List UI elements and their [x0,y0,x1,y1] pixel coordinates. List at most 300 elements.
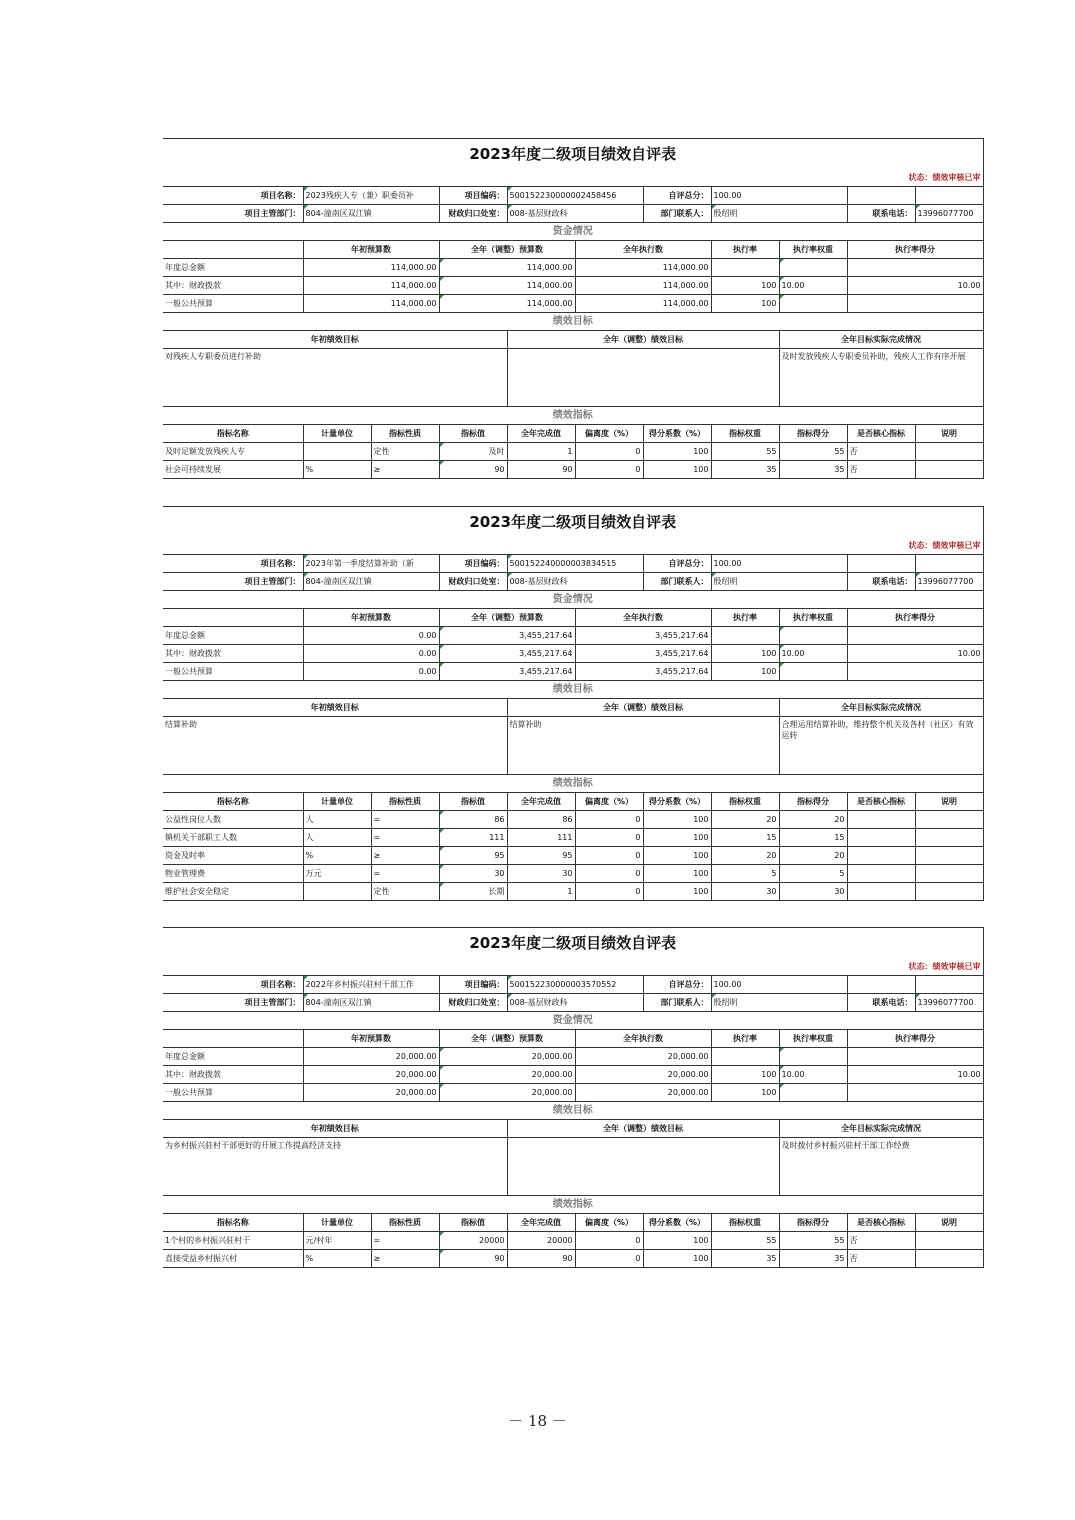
contact-value: 殷绍明 [711,994,847,1012]
finance-office-value: 008-基层财政科 [507,573,643,591]
indicator-note [915,829,983,847]
indicator-score: 15 [779,829,847,847]
funds-row-label: 年度总金额 [163,627,303,645]
dept-label: 项目主管部门： [163,573,303,591]
evaluation-table [163,138,984,479]
indicator-column-header: 得分系数（%） [643,793,711,811]
indicator-actual: 20000 [507,1232,575,1250]
indicator-name: 直接受益乡村振兴村 [163,1250,303,1268]
execution-rate-value: 100 [711,295,779,313]
self-score-value: 100.00 [711,187,847,205]
funds-row-label: 一般公共预算 [163,1084,303,1102]
goal-initial-header: 年初绩效目标 [163,331,507,349]
indicator-column-header: 说明 [915,425,983,443]
indicator-unit: 人 [303,829,371,847]
indicator-column-header: 计量单位 [303,425,371,443]
indicator-column-header: 指标权重 [711,425,779,443]
execution-value: 3,455,217.64 [575,663,711,681]
evaluation-table [163,927,984,1268]
goal-initial-text: 结算补助 [163,717,507,775]
evaluation-sheet [163,138,981,479]
execution-rate-value: 100 [711,1066,779,1084]
rate-score-value [847,259,983,277]
col-initial-budget: 年初预算数 [303,1030,439,1048]
funds-row-label: 一般公共预算 [163,295,303,313]
funds-section-heading: 资金情况 [163,1012,983,1030]
funds-row-label: 其中：财政拨款 [163,277,303,295]
funds-row-label: 其中：财政拨款 [163,1066,303,1084]
indicator-column-header: 说明 [915,1214,983,1232]
indicator-column-header: 全年完成值 [507,1214,575,1232]
indicator-name: 镇机关干部职工人数 [163,829,303,847]
indicator-nature: = [371,1232,439,1250]
indicator-note [915,443,983,461]
indicator-deviation: 0 [575,829,643,847]
adjusted-budget-value: 20,000.00 [439,1066,575,1084]
indicator-score: 35 [779,1250,847,1268]
indicator-column-header: 是否核心指标 [847,1214,915,1232]
indicator-note [915,865,983,883]
execution-value: 114,000.00 [575,277,711,295]
indicator-coefficient: 100 [643,811,711,829]
blank-cell [163,1030,303,1048]
indicator-unit [303,883,371,901]
adjusted-budget-value: 3,455,217.64 [439,627,575,645]
indicator-weight: 55 [711,1232,779,1250]
goal-adjusted-header: 全年（调整）绩效目标 [507,699,779,717]
indicator-nature: ≥ [371,461,439,479]
indicator-core-flag: 否 [847,1232,915,1250]
indicator-actual: 86 [507,811,575,829]
indicator-core-flag [847,883,915,901]
contact-label: 部门联系人： [643,994,711,1012]
indicator-nature: ≥ [371,1250,439,1268]
goal-actual-text: 及时发放残疾人专职委员补助，残疾人工作有序开展 [779,349,983,407]
initial-budget-value: 20,000.00 [303,1066,439,1084]
col-initial-budget: 年初预算数 [303,609,439,627]
indicator-core-flag [847,829,915,847]
indicator-coefficient: 100 [643,1250,711,1268]
adjusted-budget-value: 20,000.00 [439,1048,575,1066]
goal-adjusted-text: 结算补助 [507,717,779,775]
indicator-coefficient: 100 [643,461,711,479]
goal-actual-header: 全年目标实际完成情况 [779,699,983,717]
phone-label: 联系电话： [847,994,915,1012]
self-score-label: 自评总分： [643,555,711,573]
indicator-column-header: 指标得分 [779,793,847,811]
indicator-column-header: 得分系数（%） [643,425,711,443]
indicator-actual: 90 [507,461,575,479]
indicator-weight: 55 [711,443,779,461]
rate-weight-value: 10.00 [779,1066,847,1084]
execution-rate-value: 100 [711,1084,779,1102]
indicator-column-header: 全年完成值 [507,425,575,443]
page-number: － 18 － [508,1412,567,1430]
indicator-core-flag: 否 [847,443,915,461]
funds-row-label: 一般公共预算 [163,663,303,681]
adjusted-budget-value: 114,000.00 [439,277,575,295]
project-name-value: 2023残疾人专（兼）职委员补 [303,187,439,205]
indicator-deviation: 0 [575,1232,643,1250]
indicator-score: 20 [779,847,847,865]
indicator-actual: 111 [507,829,575,847]
indicator-note [915,1250,983,1268]
indicator-target: 86 [439,811,507,829]
dept-value: 804-潼南区双江镇 [303,573,439,591]
indicator-actual: 1 [507,883,575,901]
project-name-value: 2023年第一季度结算补助（新 [303,555,439,573]
indicator-column-header: 偏离度（%） [575,793,643,811]
col-execution: 全年执行数 [575,1030,711,1048]
indicator-target: 90 [439,1250,507,1268]
phone-value: 13996077700 [915,573,983,591]
indicator-column-header: 指标名称 [163,793,303,811]
evaluation-sheet [163,506,981,901]
indicator-score: 55 [779,443,847,461]
finance-office-value: 008-基层财政科 [507,205,643,223]
indicator-weight: 20 [711,847,779,865]
goal-actual-header: 全年目标实际完成情况 [779,1120,983,1138]
indicator-coefficient: 100 [643,865,711,883]
indicator-column-header: 指标性质 [371,793,439,811]
col-execution: 全年执行数 [575,241,711,259]
col-rate-weight: 执行率权重 [779,1030,847,1048]
initial-budget-value: 114,000.00 [303,277,439,295]
funds-row-label: 年度总金额 [163,1048,303,1066]
col-execution-rate: 执行率 [711,609,779,627]
indicator-target: 20000 [439,1232,507,1250]
col-initial-budget: 年初预算数 [303,241,439,259]
indicator-target: 长期 [439,883,507,901]
project-name-label: 项目名称： [163,976,303,994]
indicator-name: 物业管理费 [163,865,303,883]
indicator-coefficient: 100 [643,883,711,901]
adjusted-budget-value: 20,000.00 [439,1084,575,1102]
indicator-weight: 30 [711,883,779,901]
status-badge: 状态：绩效审核已审 [163,537,983,555]
execution-rate-value: 100 [711,645,779,663]
execution-value: 20,000.00 [575,1066,711,1084]
indicator-name: 资金及时率 [163,847,303,865]
indicator-deviation: 0 [575,461,643,479]
indicator-score: 30 [779,883,847,901]
adjusted-budget-value: 114,000.00 [439,259,575,277]
indicator-target: 30 [439,865,507,883]
indicator-coefficient: 100 [643,829,711,847]
goal-adjusted-header: 全年（调整）绩效目标 [507,331,779,349]
indicator-name: 1个村的乡村振兴驻村干 [163,1232,303,1250]
col-adjusted-budget: 全年（调整）预算数 [439,1030,575,1048]
indicator-nature: = [371,829,439,847]
goal-initial-text: 为乡村振兴驻村干部更好的开展工作提高经济支持 [163,1138,507,1196]
phone-label: 联系电话： [847,573,915,591]
indicator-score: 5 [779,865,847,883]
blank-cell [847,555,915,573]
funds-row-label: 年度总金额 [163,259,303,277]
execution-rate-value [711,1048,779,1066]
execution-value: 114,000.00 [575,259,711,277]
phone-value: 13996077700 [915,205,983,223]
execution-value: 114,000.00 [575,295,711,313]
rate-score-value: 10.00 [847,1066,983,1084]
funds-row-label: 其中：财政拨款 [163,645,303,663]
indicator-note [915,811,983,829]
col-rate-score: 执行率得分 [847,241,983,259]
rate-score-value [847,663,983,681]
indicator-column-header: 指标值 [439,1214,507,1232]
goal-initial-header: 年初绩效目标 [163,1120,507,1138]
project-code-value: 500152240000003834515 [507,555,643,573]
initial-budget-value: 20,000.00 [303,1084,439,1102]
project-code-label: 项目编码： [439,555,507,573]
indicators-section-heading: 绩效指标 [163,407,983,425]
project-code-label: 项目编码： [439,187,507,205]
indicator-column-header: 指标名称 [163,1214,303,1232]
project-name-label: 项目名称： [163,555,303,573]
indicator-note [915,883,983,901]
sheet-title: 2023年度二级项目绩效自评表 [163,139,983,170]
col-rate-score: 执行率得分 [847,1030,983,1048]
indicator-column-header: 全年完成值 [507,793,575,811]
contact-value: 殷绍明 [711,205,847,223]
indicator-name: 及时足额发放残疾人专 [163,443,303,461]
indicator-weight: 20 [711,811,779,829]
execution-value: 3,455,217.64 [575,627,711,645]
goal-adjusted-text [507,349,779,407]
indicator-core-flag [847,811,915,829]
blank-cell [915,555,983,573]
indicator-actual: 30 [507,865,575,883]
phone-label: 联系电话： [847,205,915,223]
execution-value: 20,000.00 [575,1048,711,1066]
indicator-column-header: 指标名称 [163,425,303,443]
col-rate-weight: 执行率权重 [779,609,847,627]
col-rate-score: 执行率得分 [847,609,983,627]
contact-value: 殷绍明 [711,573,847,591]
col-execution: 全年执行数 [575,609,711,627]
execution-rate-value [711,259,779,277]
blank-cell [847,187,915,205]
sheet-title: 2023年度二级项目绩效自评表 [163,928,983,959]
rate-weight-value: 10.00 [779,277,847,295]
indicator-column-header: 指标权重 [711,1214,779,1232]
project-code-value: 500152230000003570552 [507,976,643,994]
finance-office-label: 财政归口处室： [439,573,507,591]
indicator-column-header: 指标得分 [779,1214,847,1232]
indicator-column-header: 指标得分 [779,425,847,443]
indicator-column-header: 是否核心指标 [847,793,915,811]
adjusted-budget-value: 3,455,217.64 [439,663,575,681]
initial-budget-value: 114,000.00 [303,295,439,313]
goal-adjusted-header: 全年（调整）绩效目标 [507,1120,779,1138]
goal-adjusted-text [507,1138,779,1196]
indicator-actual: 1 [507,443,575,461]
indicator-actual: 95 [507,847,575,865]
rate-score-value [847,1084,983,1102]
execution-rate-value: 100 [711,277,779,295]
funds-section-heading: 资金情况 [163,223,983,241]
execution-value: 20,000.00 [575,1084,711,1102]
initial-budget-value: 20,000.00 [303,1048,439,1066]
indicator-unit: % [303,461,371,479]
blank-cell [163,241,303,259]
project-code-label: 项目编码： [439,976,507,994]
indicator-nature: 定性 [371,883,439,901]
indicator-nature: = [371,811,439,829]
initial-budget-value: 114,000.00 [303,259,439,277]
indicator-note [915,847,983,865]
indicator-column-header: 指标权重 [711,793,779,811]
indicator-column-header: 偏离度（%） [575,425,643,443]
blank-cell [915,976,983,994]
finance-office-value: 008-基层财政科 [507,994,643,1012]
indicator-core-flag [847,847,915,865]
indicator-unit: % [303,1250,371,1268]
indicator-column-header: 计量单位 [303,1214,371,1232]
indicator-nature: ≥ [371,847,439,865]
goals-section-heading: 绩效目标 [163,681,983,699]
rate-score-value [847,295,983,313]
indicator-deviation: 0 [575,883,643,901]
rate-score-value [847,1048,983,1066]
self-score-value: 100.00 [711,555,847,573]
initial-budget-value: 0.00 [303,645,439,663]
goal-initial-text: 对残疾人专职委员进行补助 [163,349,507,407]
execution-rate-value: 100 [711,663,779,681]
status-badge: 状态：绩效审核已审 [163,958,983,976]
self-score-label: 自评总分： [643,187,711,205]
execution-value: 3,455,217.64 [575,645,711,663]
indicator-coefficient: 100 [643,847,711,865]
rate-weight-value [779,259,847,277]
finance-office-label: 财政归口处室： [439,205,507,223]
indicator-name: 维护社会安全稳定 [163,883,303,901]
indicator-core-flag: 否 [847,461,915,479]
adjusted-budget-value: 3,455,217.64 [439,645,575,663]
evaluation-sheet [163,927,981,1268]
indicators-section-heading: 绩效指标 [163,1196,983,1214]
goal-actual-header: 全年目标实际完成情况 [779,331,983,349]
indicator-column-header: 偏离度（%） [575,1214,643,1232]
indicator-column-header: 指标性质 [371,425,439,443]
indicator-weight: 15 [711,829,779,847]
funds-section-heading: 资金情况 [163,591,983,609]
indicators-section-heading: 绩效指标 [163,775,983,793]
self-score-label: 自评总分： [643,976,711,994]
indicator-weight: 35 [711,461,779,479]
project-name-label: 项目名称： [163,187,303,205]
indicator-target: 90 [439,461,507,479]
self-score-value: 100.00 [711,976,847,994]
blank-cell [915,187,983,205]
indicator-core-flag: 否 [847,1250,915,1268]
indicator-unit: 元/村年 [303,1232,371,1250]
initial-budget-value: 0.00 [303,627,439,645]
col-adjusted-budget: 全年（调整）预算数 [439,609,575,627]
indicator-core-flag [847,865,915,883]
initial-budget-value: 0.00 [303,663,439,681]
execution-rate-value [711,627,779,645]
contact-label: 部门联系人： [643,573,711,591]
indicator-column-header: 得分系数（%） [643,1214,711,1232]
goal-actual-text: 合理运用结算补助，维持整个机关及各村（社区）有效运转 [779,717,983,775]
dept-value: 804-潼南区双江镇 [303,205,439,223]
indicator-target: 111 [439,829,507,847]
indicator-name: 社会可持续发展 [163,461,303,479]
rate-score-value [847,627,983,645]
indicator-target: 及时 [439,443,507,461]
col-adjusted-budget: 全年（调整）预算数 [439,241,575,259]
rate-weight-value [779,663,847,681]
indicator-column-header: 计量单位 [303,793,371,811]
indicator-column-header: 说明 [915,793,983,811]
rate-weight-value: 10.00 [779,645,847,663]
indicator-weight: 5 [711,865,779,883]
indicator-note [915,461,983,479]
rate-score-value: 10.00 [847,277,983,295]
dept-value: 804-潼南区双江镇 [303,994,439,1012]
project-code-value: 500152230000002458456 [507,187,643,205]
indicator-unit: 万元 [303,865,371,883]
indicator-name: 公益性岗位人数 [163,811,303,829]
indicator-weight: 35 [711,1250,779,1268]
indicator-deviation: 0 [575,1250,643,1268]
indicator-coefficient: 100 [643,443,711,461]
goal-initial-header: 年初绩效目标 [163,699,507,717]
indicator-score: 35 [779,461,847,479]
indicator-actual: 90 [507,1250,575,1268]
indicator-column-header: 是否核心指标 [847,425,915,443]
rate-weight-value [779,295,847,313]
col-execution-rate: 执行率 [711,1030,779,1048]
contact-label: 部门联系人： [643,205,711,223]
indicator-unit: 人 [303,811,371,829]
col-execution-rate: 执行率 [711,241,779,259]
rate-score-value: 10.00 [847,645,983,663]
indicator-unit [303,443,371,461]
indicator-nature: 定性 [371,443,439,461]
rate-weight-value [779,627,847,645]
indicator-column-header: 指标值 [439,793,507,811]
indicator-score: 55 [779,1232,847,1250]
indicator-target: 95 [439,847,507,865]
status-badge: 状态：绩效审核已审 [163,169,983,187]
indicator-column-header: 指标值 [439,425,507,443]
rate-weight-value [779,1084,847,1102]
indicator-note [915,1232,983,1250]
phone-value: 13996077700 [915,994,983,1012]
adjusted-budget-value: 114,000.00 [439,295,575,313]
col-rate-weight: 执行率权重 [779,241,847,259]
goal-actual-text: 及时拨付乡村振兴驻村干部工作经费 [779,1138,983,1196]
project-name-value: 2022年乡村振兴驻村干部工作 [303,976,439,994]
indicator-unit: % [303,847,371,865]
indicator-coefficient: 100 [643,1232,711,1250]
blank-cell [163,609,303,627]
rate-weight-value [779,1048,847,1066]
sheet-title: 2023年度二级项目绩效自评表 [163,507,983,538]
indicator-deviation: 0 [575,443,643,461]
goals-section-heading: 绩效目标 [163,1102,983,1120]
indicator-deviation: 0 [575,865,643,883]
evaluation-table [163,506,984,901]
dept-label: 项目主管部门： [163,205,303,223]
indicator-deviation: 0 [575,847,643,865]
indicator-deviation: 0 [575,811,643,829]
indicator-nature: = [371,865,439,883]
goals-section-heading: 绩效目标 [163,313,983,331]
finance-office-label: 财政归口处室： [439,994,507,1012]
